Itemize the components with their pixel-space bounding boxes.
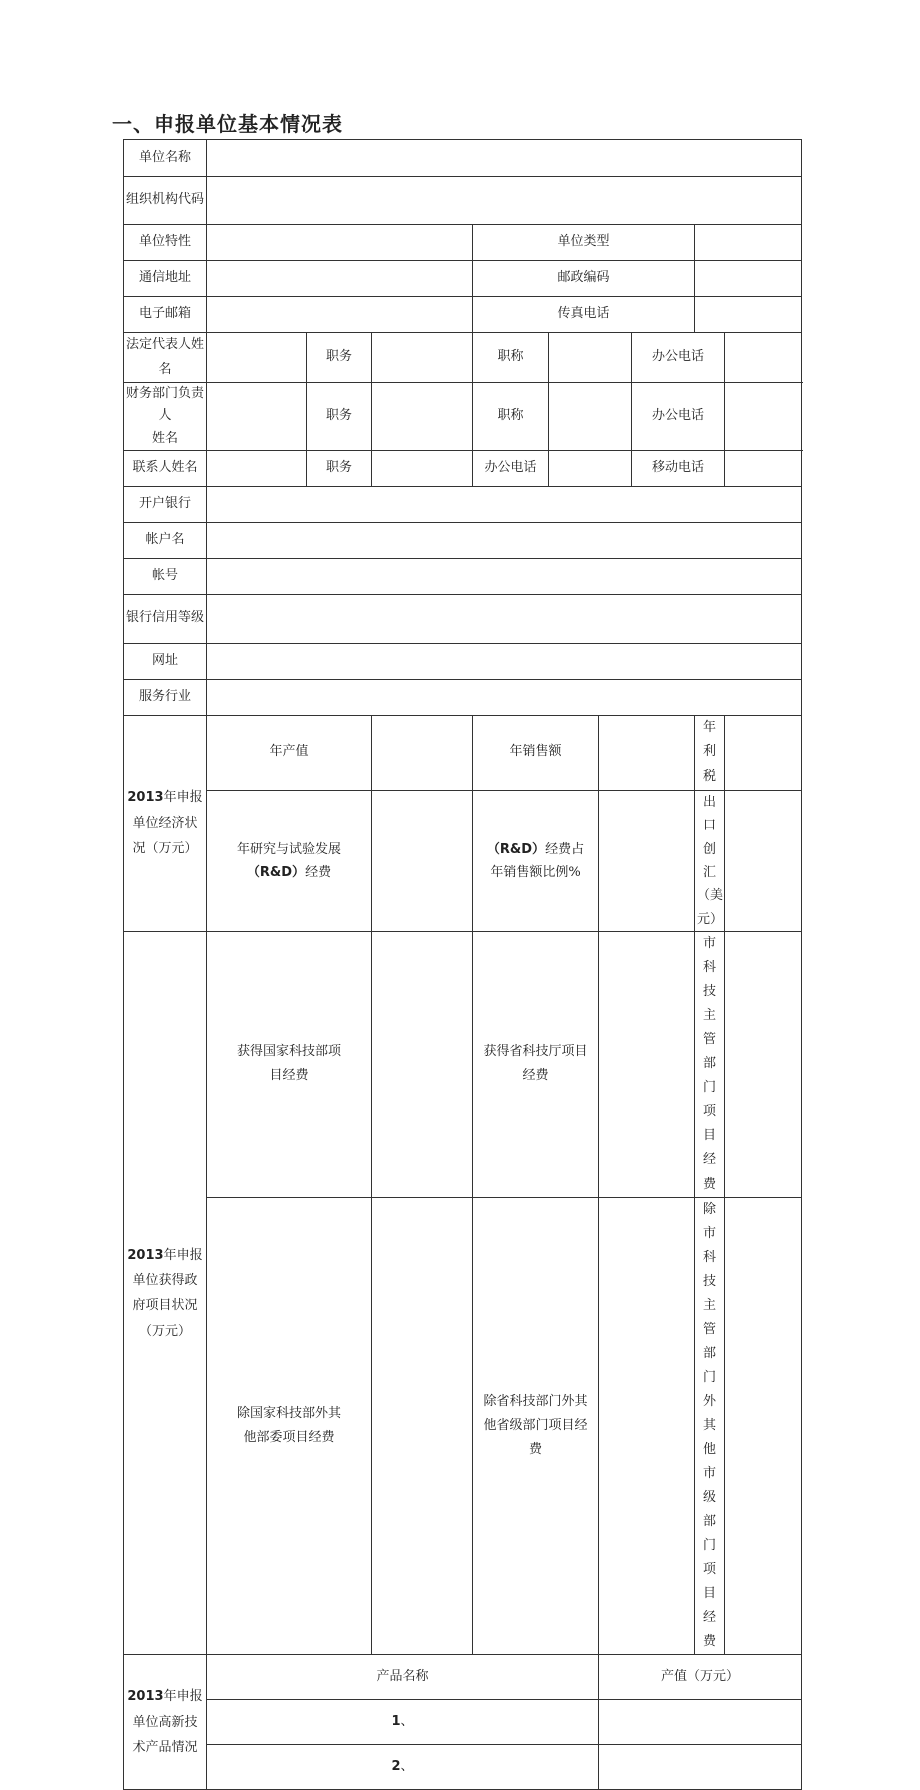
other-ministry-line1: 除国家科技部外其 <box>236 1405 341 1421</box>
label-legal-rep: 法定代表人姓名 <box>124 333 207 383</box>
other-prov-line2: 他省级部门项目经 <box>483 1418 588 1433</box>
rd-ratio-rest: 经费占 <box>545 841 585 857</box>
label-industry: 服务行业 <box>124 679 207 715</box>
input-city-projects[interactable] <box>725 932 802 1198</box>
label-unit-type: 单位类型 <box>473 225 695 261</box>
input-contact-position[interactable] <box>372 450 473 486</box>
city-line1: 市科技主管部 <box>702 936 716 1072</box>
label-org-code: 组织机构代码 <box>124 177 207 225</box>
input-legal-office-phone[interactable] <box>725 333 802 383</box>
product-item-2-sep: 、 <box>400 1759 414 1775</box>
economy-label-2: 单位经济状 <box>132 815 198 831</box>
national-line1: 获得国家科技部项 <box>236 1044 341 1060</box>
label-rd-expense <box>207 790 372 931</box>
provincial-line2: 经费 <box>522 1068 549 1084</box>
economy-year: 2013 <box>127 790 164 806</box>
input-annual-output[interactable] <box>372 715 473 790</box>
label-annual-tax: 年利税 <box>695 715 725 790</box>
label-postcode: 邮政编码 <box>473 261 695 297</box>
input-finance-office-phone[interactable] <box>725 383 802 450</box>
label-website: 网址 <box>124 643 207 679</box>
label-bank-credit: 银行信用等级 <box>124 594 207 643</box>
product-item-2-num: 2 <box>391 1759 401 1775</box>
input-annual-sales[interactable] <box>599 715 695 790</box>
input-finance-title[interactable] <box>549 383 632 450</box>
input-org-code[interactable] <box>207 177 802 225</box>
input-website[interactable] <box>207 643 802 679</box>
label-finance-position: 职务 <box>307 383 372 450</box>
input-legal-rep[interactable] <box>207 333 307 383</box>
gov-year: 2013 <box>127 1247 164 1263</box>
economy-section-label <box>124 715 207 931</box>
gov-section-label <box>124 932 207 1655</box>
export-line1: 出口创汇（美 <box>697 794 724 904</box>
label-account-name: 帐户名 <box>124 522 207 558</box>
other-city-line2: 部门外其他市 <box>702 1345 716 1482</box>
label-fax: 传真电话 <box>473 297 695 333</box>
provincial-line1: 获得省科技厅项目 <box>483 1044 588 1060</box>
label-other-provincial <box>473 1197 599 1655</box>
label-output-value: 产值（万元） <box>599 1655 802 1700</box>
label-finance-office-phone: 办公电话 <box>632 383 725 450</box>
input-other-ministry[interactable] <box>372 1197 473 1655</box>
label-finance-head-line2: 姓名 <box>151 430 178 446</box>
input-export[interactable] <box>725 790 802 931</box>
label-finance-title: 职称 <box>473 383 549 450</box>
label-email: 电子邮箱 <box>124 297 207 333</box>
label-rd-ratio <box>473 790 599 931</box>
other-prov-line3: 费 <box>528 1442 542 1458</box>
input-other-provincial[interactable] <box>599 1197 695 1655</box>
label-export <box>695 790 725 931</box>
input-unit-name[interactable] <box>207 140 802 177</box>
rd-expense-rest: 经费 <box>305 864 332 880</box>
product-item-2 <box>207 1745 599 1790</box>
other-city-line4: 费 <box>702 1634 716 1650</box>
label-mobile-phone: 移动电话 <box>632 450 725 486</box>
label-legal-position: 职务 <box>307 333 372 383</box>
input-account-no[interactable] <box>207 558 802 594</box>
gov-label-2: 单位获得政 <box>132 1272 198 1288</box>
input-finance-position[interactable] <box>372 383 473 450</box>
input-address[interactable] <box>207 261 473 297</box>
page-title: 一、申报单位基本情况表 <box>112 112 343 136</box>
label-city-projects <box>695 932 725 1198</box>
input-mobile-phone[interactable] <box>725 450 802 486</box>
input-bank[interactable] <box>207 486 802 522</box>
label-other-ministry <box>207 1197 372 1655</box>
city-line2: 门项目经费 <box>702 1080 716 1192</box>
rd-ratio-line2: 年销售额比例% <box>490 864 581 880</box>
gov-label-1: 年申报 <box>163 1247 203 1263</box>
input-contact-name[interactable] <box>207 450 307 486</box>
label-legal-office-phone: 办公电话 <box>632 333 725 383</box>
input-account-name[interactable] <box>207 522 802 558</box>
input-bank-credit[interactable] <box>207 594 802 643</box>
input-national-projects[interactable] <box>372 932 473 1198</box>
label-unit-name: 单位名称 <box>124 140 207 177</box>
other-prov-line1: 除省科技部门外其 <box>483 1393 588 1409</box>
rd-expense-bold: （R&D） <box>246 864 306 880</box>
label-annual-sales: 年销售额 <box>473 715 599 790</box>
rd-ratio-bold: （R&D） <box>486 841 546 857</box>
rd-expense-line1: 年研究与试验发展 <box>236 841 341 857</box>
other-ministry-line2: 他部委项目经费 <box>243 1430 335 1446</box>
input-unit-property[interactable] <box>207 225 473 261</box>
input-rd-ratio[interactable] <box>599 790 695 931</box>
label-bank: 开户银行 <box>124 486 207 522</box>
label-unit-property: 单位特性 <box>124 225 207 261</box>
other-city-line3: 级部门项目经 <box>702 1490 716 1626</box>
input-provincial-projects[interactable] <box>599 932 695 1198</box>
input-legal-title[interactable] <box>549 333 632 383</box>
label-finance-head <box>124 383 207 450</box>
input-rd-expense[interactable] <box>372 790 473 931</box>
label-contact-office-phone: 办公电话 <box>473 450 549 486</box>
economy-label-1: 年申报 <box>163 790 203 806</box>
input-postcode[interactable] <box>695 261 802 297</box>
gov-label-3: 府项目状况 <box>132 1298 198 1314</box>
national-line2: 目经费 <box>269 1068 309 1084</box>
input-product-2-value[interactable] <box>599 1745 802 1790</box>
label-other-city <box>695 1197 725 1655</box>
label-contact-name: 联系人姓名 <box>124 450 207 486</box>
input-email[interactable] <box>207 297 473 333</box>
product-item-1-num: 1 <box>391 1714 401 1730</box>
products-section-label <box>124 1655 207 1790</box>
product-item-1-sep: 、 <box>400 1714 414 1730</box>
label-product-name: 产品名称 <box>207 1655 599 1700</box>
products-label-1: 年申报 <box>163 1689 203 1705</box>
label-national-projects <box>207 932 372 1198</box>
input-finance-head[interactable] <box>207 383 307 450</box>
input-other-city[interactable] <box>725 1197 802 1655</box>
input-legal-position[interactable] <box>372 333 473 383</box>
products-label-2: 单位高新技 <box>132 1714 198 1730</box>
label-account-no: 帐号 <box>124 558 207 594</box>
label-finance-head-line1: 财务部门负责人 <box>126 386 205 424</box>
products-year: 2013 <box>127 1689 164 1705</box>
product-item-1 <box>207 1700 599 1745</box>
label-legal-title: 职称 <box>473 333 549 383</box>
label-address: 通信地址 <box>124 261 207 297</box>
products-label-3: 术产品情况 <box>132 1740 198 1756</box>
input-unit-type[interactable] <box>695 225 802 261</box>
input-industry[interactable] <box>207 679 802 715</box>
input-product-1-value[interactable] <box>599 1700 802 1745</box>
export-line2: 元） <box>697 911 724 927</box>
input-annual-tax[interactable] <box>725 715 802 790</box>
label-provincial-projects <box>473 932 599 1198</box>
label-annual-output: 年产值 <box>207 715 372 790</box>
economy-label-3: 况（万元） <box>132 841 198 857</box>
input-fax[interactable] <box>695 297 802 333</box>
label-contact-position: 职务 <box>307 450 372 486</box>
input-contact-office-phone[interactable] <box>549 450 632 486</box>
basic-info-table <box>123 139 802 1790</box>
other-city-line1: 除市科技主管 <box>702 1201 716 1337</box>
gov-label-4: （万元） <box>138 1323 191 1339</box>
